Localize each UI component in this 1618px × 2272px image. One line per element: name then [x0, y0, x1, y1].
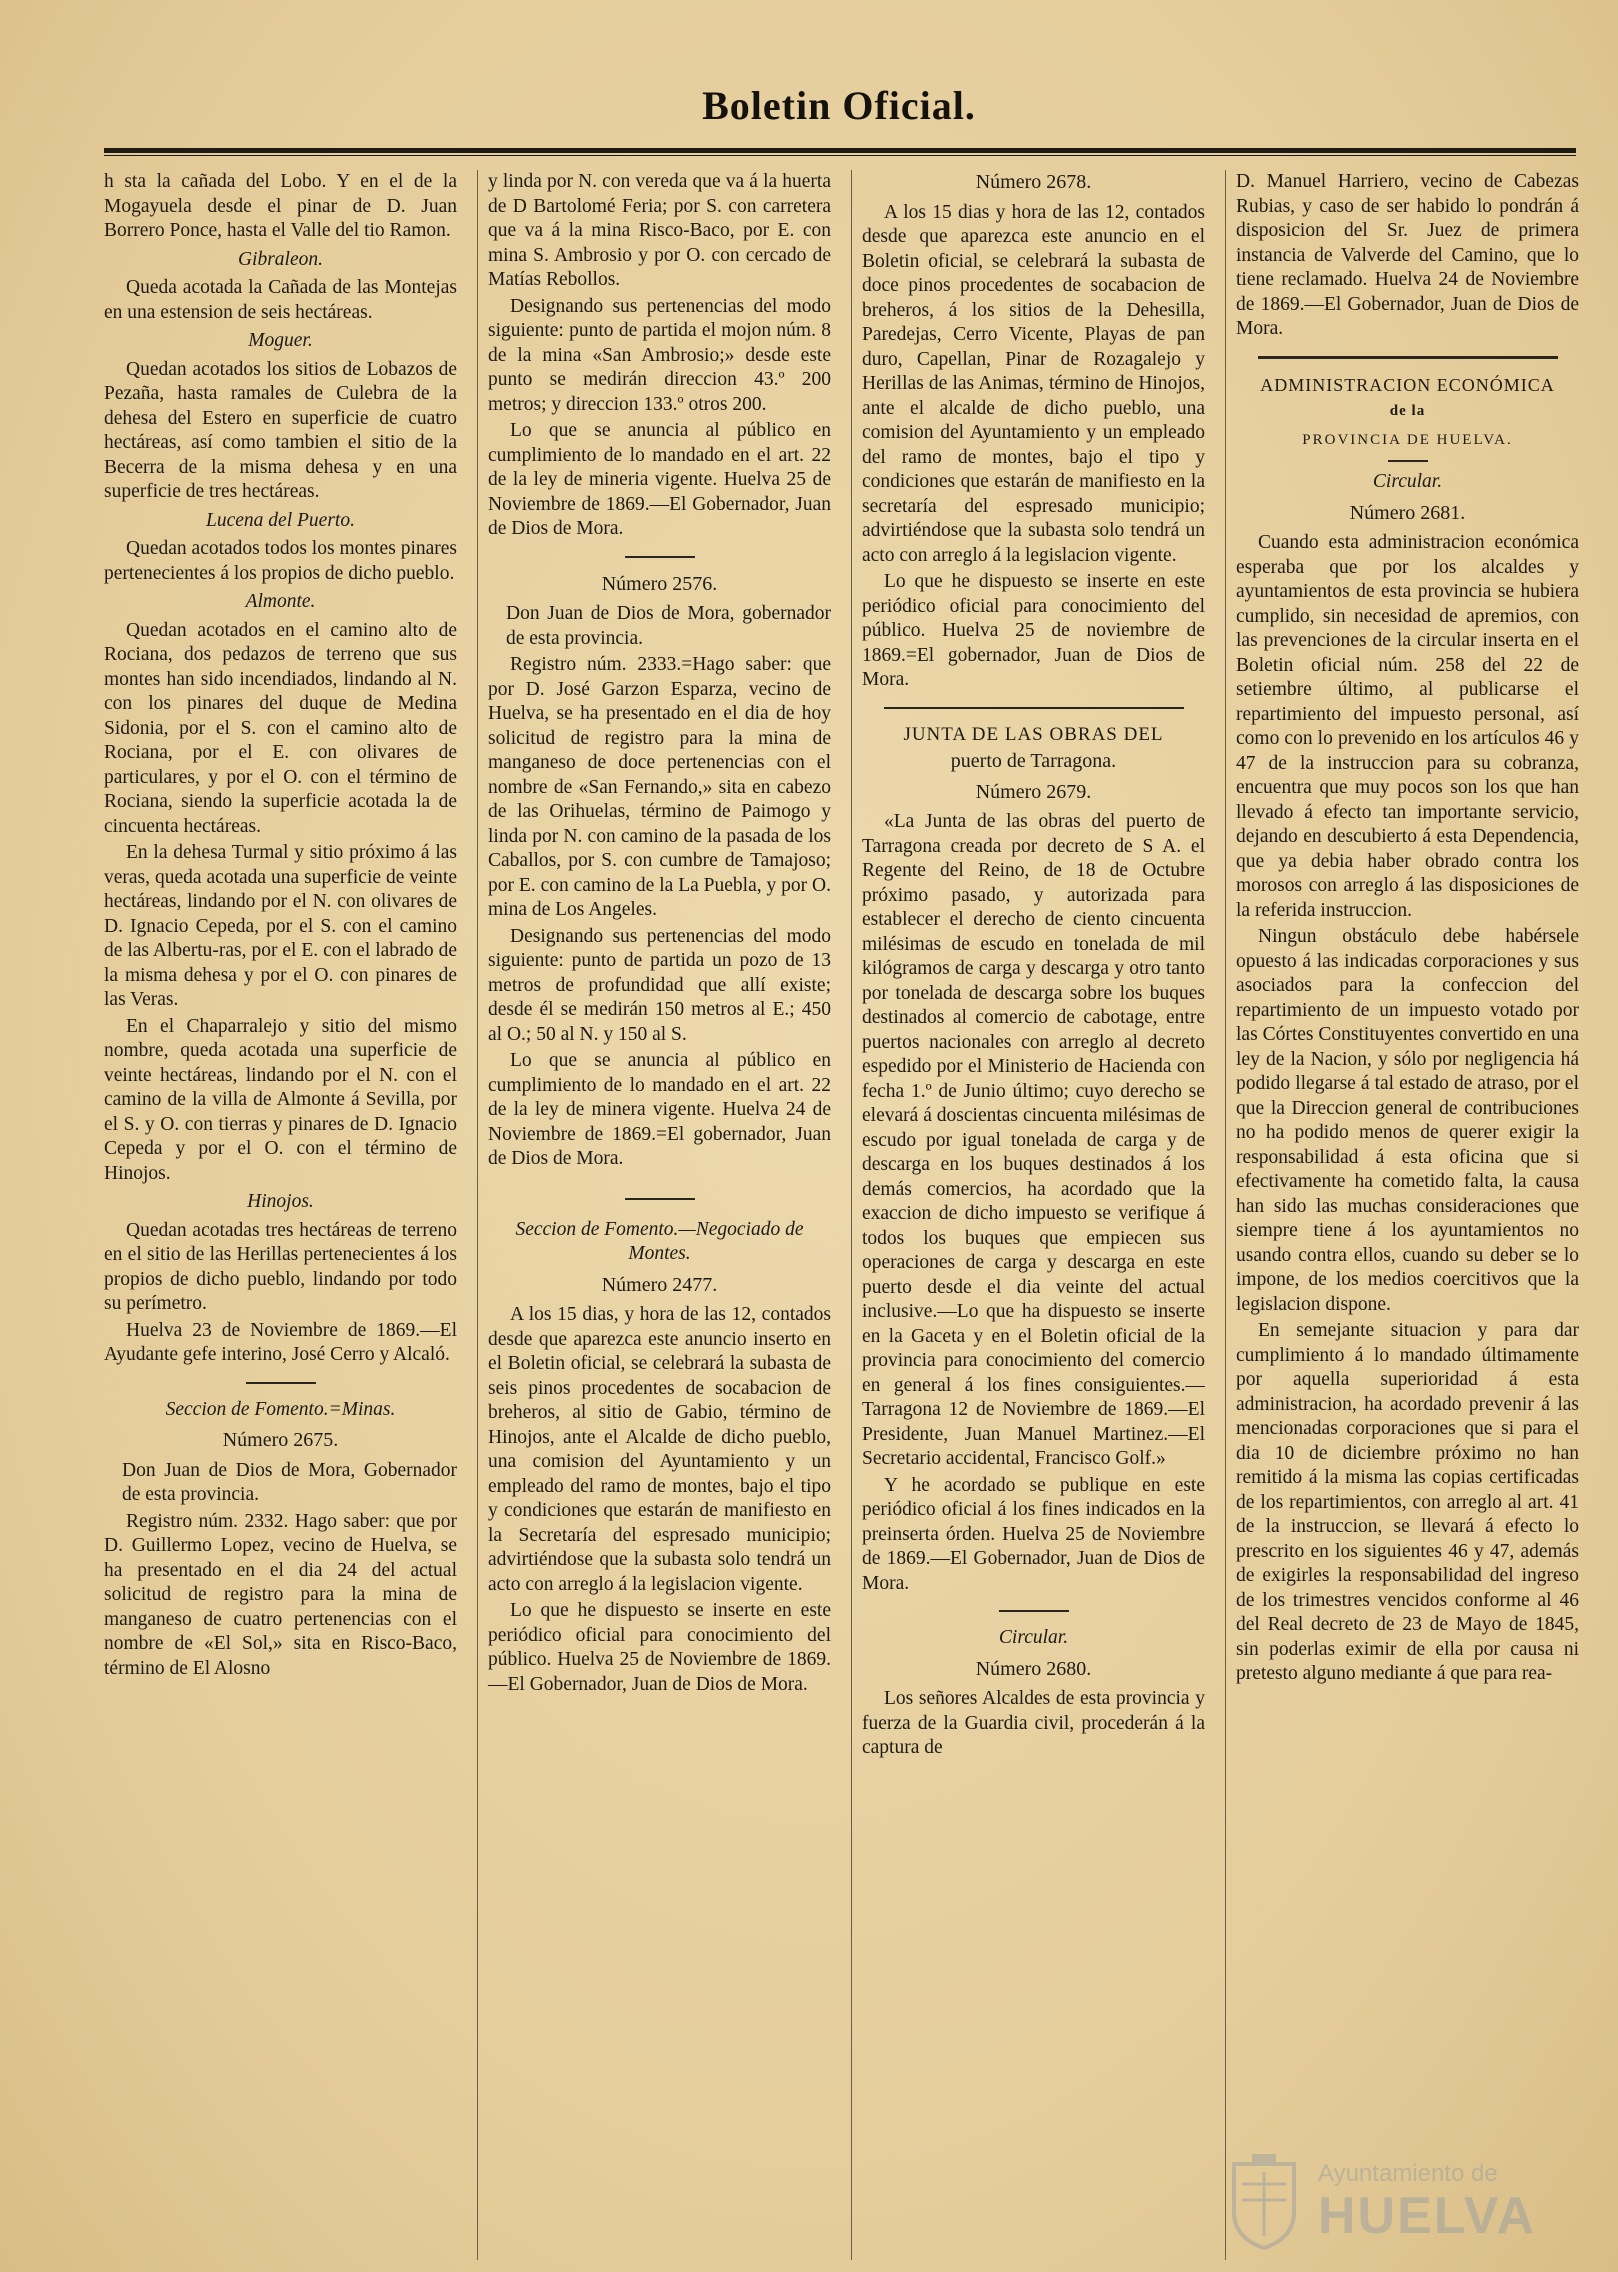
masthead — [100, 82, 1578, 142]
paragraph: Queda acotada la Cañada de las Montejas en una estension de seis hectáreas. — [104, 277, 457, 323]
paragraph: En semejante situacion y para dar cumplimiento á lo mandado últimamente por aquella superioridad á esta administracion, ha acordado prevenir á las mencionadas corporaciones que si para el dia 10 de diciembre próximo no han remitido á la misma las copias certificadas de los repartimientos, con arreglo al art. 41 de la instruccion, se llevará á efecto lo prescrito en los siguientes 46 y 47, además de exigirles la responsabilidad del ingreso de los trimestres vencidos conforme al 46 del Real decreto de 23 de Mayo de 1845, sin poderlas eximir de ella por causa ni pretesto alguno mediante á que para rea- — [1236, 1320, 1579, 1684]
notice-number: Número 2675. — [222, 1429, 339, 1451]
header-rule — [104, 148, 1576, 156]
section-heading-moguer: Moguer. — [248, 330, 313, 351]
paragraph: «La Junta de las obras del puerto de Tarragona creada por decreto de S A. el Regente del Reino, de 18 de Octubre próximo pasado, y autorizada para establecer el derecho de ciento cincuenta milésimas de escudo en tonelada de mil kilógramos de carga y descarga y otro tanto por tonelada de descarga sobre los buques destinados al comercio de cabotage, entre puertos nacionales con arreglo al decreto espedido por el Ministerio de Hacienda con fecha 1.º de Junio último; cuyo derecho se elevará á doscientas cincuenta milésimas de escudo por igual tonelada de carga y de descarga en los buques destinados á los demás comercios, ha acordado que la exaccion de dicho impuesto se verifique á todos los buques que empiecen sus operaciones de carga y descarga en este puerto desde el dia veinte del actual inclusive.—Lo que ha dispuesto se inserte en la Gaceta y en el Boletin oficial de la provincia para conocimiento del comercio en general á los fines consiguientes.—Tarragona 12 de Noviembre de 1869.—El Presidente, Juan Manuel Martinez.—El Secretario accidental, Francisco Golf.» — [862, 811, 1205, 1469]
section-heading-almonte: Almonte. — [245, 591, 316, 612]
columns — [104, 170, 1579, 2260]
paragraph: En la dehesa Turmal y sitio próximo á las veras, queda acotada una superficie de veinte hectáreas, lindando por el N. con olivares de D. Ignacio Cepeda, por el S. con el camino de las Albertu-ras, por el E. con el labrado de la misma dehesa y por el O. con pinares de las Veras. — [104, 842, 457, 1010]
section-heading-de-la: de la — [1389, 403, 1426, 419]
paragraph: Y he acordado se publique en este periódico oficial á los fines indicados en la preinserta órden. Huelva 25 de Noviembre de 1869.—El Gobernador, Juan de Dios de Mora. — [862, 1474, 1205, 1594]
divider — [884, 707, 1184, 709]
section-heading-administracion: ADMINISTRACION ECONÓMICA — [1260, 374, 1555, 395]
paragraph: En el Chaparralejo y sitio del mismo nombre, queda acotada una superficie de veinte hectáreas, lindando por el N. con el camino de la villa de Almonte á Sevilla, por el S. y O. con tierras y pinares de D. Ignacio Cepeda y por el O. con el término de Hinojos. — [104, 1015, 457, 1184]
section-subheading-tarragona: puerto de Tarragona. — [950, 750, 1117, 772]
paragraph: Quedan acotados los sitios de Lobazos de Pezaña, hasta ramales de Culebra de la dehesa del Estero en superficie de cuatro hectáreas, así como tambien el sitio de la Becerra de la misma dehesa y en una superficie de tres hectáreas. — [104, 358, 457, 502]
section-heading-lucena: Lucena del Puerto. — [206, 509, 355, 531]
column-2 — [477, 170, 831, 2260]
divider — [999, 1610, 1069, 1612]
paragraph: Lo que se anuncia al público en cumplimiento de lo mandado en el art. 22 de la ley de minera vigente. Huelva 24 de Noviembre de 1869.=El gobernador, Juan de Dios de Mora. — [488, 1050, 831, 1169]
notice-number: Número 2679. — [975, 780, 1092, 803]
divider — [1258, 356, 1558, 359]
section-heading-provincia: PROVINCIA DE HUELVA. — [1302, 431, 1513, 448]
divider — [625, 556, 695, 558]
paragraph: h sta la cañada del Lobo. Y en el de la Mogayuela desde el pinar de D. Juan Borrero Ponce, hasta el Valle del tio Ramon. — [104, 171, 457, 241]
paragraph: D. Manuel Harriero, vecino de Cabezas Rubias, y caso de ser habido lo pondrán á disposicion del Sr. Juez de primera instancia de Valverde del Camino, que lo tiene reclamado. Huelva 24 de Noviembre de 1869.—El Gobernador, Juan de Dios de Mora. — [1236, 171, 1579, 339]
watermark-line2: HUELVA — [1318, 2187, 1537, 2245]
column-1 — [104, 170, 457, 2260]
paragraph: y linda por N. con vereda que va á la huerta de D Bartolomé Feria; por S. con carretera que va á la mina Risco-Baco, por E. con mina S. Ambrosio y por O. con cercado de Matías Rebollos. — [488, 171, 831, 290]
section-heading-fomento-montes: Seccion de Fomento.—Negociado de Montes. — [515, 1218, 804, 1264]
paragraph: A los 15 dias y hora de las 12, contados desde que aparezca este anuncio en el Boletin oficial, se celebrará la subasta de doce pinos procedentes de socabacion de breheros, á los sitios de la Dehesilla, Paredejas, Cerro Vicente, Playas de pan duro, Capellan, Pinar de Rozagalejo y Herillas de las Animas, término de Hinojos, ante el alcalde de dicho pueblo, una comision del Ayuntamiento y un empleado del ramo de montes, bajo el tipo y condiciones que estarán de manifiesto en la secretaría del espresado municipio; advirtiéndose que la subasta solo tendrá un acto con arreglo á la legislacion vigente. — [862, 201, 1205, 566]
notice-number: Número 2477. — [601, 1273, 718, 1296]
paragraph: Don Juan de Dios de Mora, Gobernador de esta provincia. — [122, 1459, 457, 1505]
paragraph: Cuando esta administracion económica esperaba que por los alcaldes y ayuntamientos de esta provincia se hubiera cumplido, sin necesidad de apremios, con las prevenciones de la circular inserta en el Boletin oficial núm. 258 del 22 de setiembre último, al publicarse el repartimiento del impuesto personal, así como con lo prevenido en los artículos 46 y 47 de la instruccion para su cobranza, encuentra que muy pocos son los que han llevado á efecto tan importante servicio, dejando en descubierto á esta Dependencia, que ya debia haber obrado contra los morosos con arreglo á las disposiciones de la referida instruccion. — [1236, 532, 1579, 921]
notice-number: Número 2680. — [975, 1657, 1092, 1680]
paragraph: A los 15 dias, y hora de las 12, contados desde que aparezca este anuncio inserto en el Boletin oficial, se celebrará la subasta de seis pinos procedentes de socabacion de breheros, al sitio de Gabio, término de Hinojos, ante el Alcalde de dicho pueblo, una comision del Ayuntamiento y un empleado del ramo de montes, bajo el tipo y condiciones que estarán de manifiesto en la Secretaría del espresado municipio; advirtiéndose que la subasta solo tendrá un acto con arreglo á la legislacion vigente. — [488, 1304, 831, 1595]
paragraph: Quedan acotados todos los montes pinares pertenecientes á los propios de dicho pueblo. — [104, 538, 457, 584]
watermark — [1228, 2152, 1568, 2252]
paragraph: Los señores Alcaldes de esta provincia y fuerza de la Guardia civil, procederán á la captura de — [862, 1688, 1205, 1758]
section-heading-hinojos: Hinojos. — [247, 1191, 314, 1212]
signature-paragraph: Huelva 23 de Noviembre de 1869.—El Ayudante gefe interino, José Cerro y Alcaló. — [104, 1319, 457, 1365]
section-heading-gibraleon: Gibraleon. — [237, 248, 324, 270]
section-heading-fomento-minas: Seccion de Fomento.=Minas. — [165, 1398, 396, 1420]
section-heading-circular: Circular. — [998, 1627, 1069, 1648]
notice-number: Número 2681. — [1349, 501, 1466, 524]
notice-number: Número 2576. — [601, 572, 718, 595]
coat-of-arms-icon — [1228, 2154, 1300, 2250]
column-4 — [1225, 170, 1579, 2260]
section-heading-circular: Circular. — [1372, 471, 1443, 492]
section-heading-junta: JUNTA DE LAS OBRAS DEL — [903, 723, 1164, 745]
paragraph: Designando sus pertenencias del modo siguiente: punto de partida el mojon núm. 8 de la mina «San Ambrosio;» desde este punto se medirán direccion 43.º 200 metros; y direccion 133.º otros 200. — [488, 295, 831, 415]
paragraph: Designando sus pertenencias del modo siguiente: punto de partida un pozo de 13 metros de profundidad que allí existe; desde él se medirán 150 metros al E.; 450 al O.; 50 al N. y 150 al S. — [488, 925, 831, 1045]
divider — [1388, 460, 1428, 462]
masthead-title: Boletin Oficial. — [702, 83, 976, 128]
divider — [246, 1382, 316, 1384]
column-3 — [851, 170, 1205, 2260]
paragraph: Ningun obstáculo debe habérsele opuesto á las indicadas corporaciones y sus asociados para la confeccion del repartimiento de un impuesto votado por las Córtes Constituyentes convertido en una ley de la Nacion, y sólo por negligencia há podido llegarse á tal estado de atraso, por el que la Direccion general de contribuciones no ha podido menos de querer exigir la responsabilidad á esta oficina que si efectivamente ha cometido falta, la causa han sido las muchas consideraciones que siempre tiene á los ayuntamientos no usando contra ellos, cuando su deber se lo impone, de los medios coercitivos que la legislacion dispone. — [1236, 926, 1579, 1315]
paragraph: Lo que se anuncia al público en cumplimiento de lo mandado en el art. 22 de la ley de mineria vigente. Huelva 25 de Noviembre de 1869.—El Gobernador, Juan de Dios de Mora. — [488, 420, 831, 539]
paragraph: Don Juan de Dios de Mora, gobernador de esta provincia. — [506, 603, 831, 649]
paragraph: Quedan acotadas tres hectáreas de terreno en el sitio de las Herillas pertenecientes á los propios de dicho pueblo, lindando por todo su perímetro. — [104, 1219, 457, 1314]
notice-number: Número 2678. — [975, 171, 1092, 193]
divider — [625, 1198, 695, 1200]
paragraph: Registro núm. 2333.=Hago saber: que por D. José Garzon Esparza, vecino de Huelva, se ha presentado en el dia de hoy solicitud de registro para la mina de manganeso de doce pertenencias con el nombre de «San Fernando,» sita en cabezo de las Orihuelas, término de Paimogo y linda por N. con camino de la pasada de los Caballos, por S. con cumbre de Tamajoso; por E. con camino de la La Puebla, y por O. mina de Los Angeles. — [488, 654, 831, 920]
paragraph: Lo que he dispuesto se inserte en este periódico oficial para conocimiento del público. Huelva 25 de Noviembre de 1869.—El Gobernador, Juan de Dios de Mora. — [488, 1600, 831, 1695]
paragraph: Quedan acotados en el camino alto de Rociana, dos pedazos de terreno que sus montes han sido incendiados, lindando al N. con los pinares del duque de Medina Sidonia, por el S. con el camino alto de Rociana, por el E. con olivares de particulares, y por el O. con el término de Rociana, siendo la superficie acotada la de cincuenta hectáreas. — [104, 619, 457, 837]
paragraph: Lo que he dispuesto se inserte en este periódico oficial para conocimiento del público. Huelva 25 de noviembre de 1869.=El gobernador, Juan de Dios de Mora. — [862, 571, 1205, 690]
paragraph: Registro núm. 2332. Hago saber: que por D. Guillermo Lopez, vecino de Huelva, se ha presentado en el dia 24 del actual solicitud de registro para la mina de manganeso de cuatro pertenencias con el nombre de «El Sol,» sita en Risco-Baco, término de El Alosno — [104, 1510, 457, 1679]
watermark-line1: Ayuntamiento de — [1318, 2160, 1498, 2187]
